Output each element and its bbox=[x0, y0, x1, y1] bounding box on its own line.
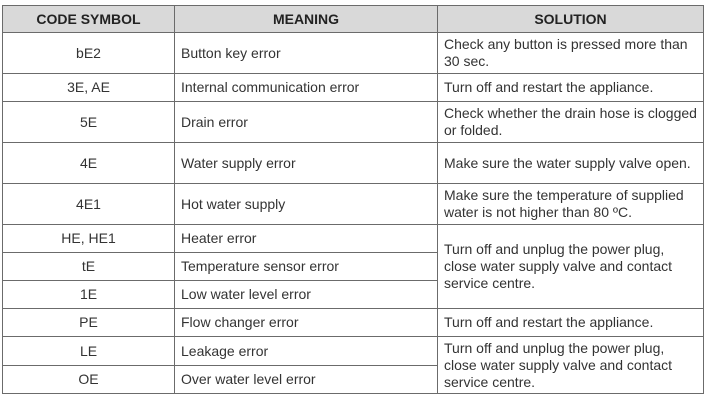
meaning-cell: Flow changer error bbox=[175, 309, 438, 337]
meaning-cell: Button key error bbox=[175, 33, 438, 74]
solution-cell: Turn off and restart the appliance. bbox=[438, 74, 704, 102]
meaning-cell: Over water level error bbox=[175, 366, 438, 394]
code-cell: LE bbox=[3, 337, 175, 366]
header-code-symbol: CODE SYMBOL bbox=[3, 6, 175, 33]
meaning-cell: Heater error bbox=[175, 225, 438, 253]
solution-cell: Check whether the drain hose is clogged or folded. bbox=[438, 102, 704, 143]
code-cell: 1E bbox=[3, 281, 175, 309]
table-row bbox=[3, 143, 704, 184]
solution-cell: Make sure the temperature of supplied water is not higher than 80 ºC. bbox=[438, 184, 704, 225]
header-meaning: MEANING bbox=[175, 6, 438, 33]
table-row bbox=[3, 102, 704, 143]
error-code-table bbox=[2, 5, 704, 394]
table-row bbox=[3, 225, 704, 253]
solution-cell: Turn off and unplug the power plug, close water supply valve and contact service centre. bbox=[438, 225, 704, 309]
code-cell: 5E bbox=[3, 102, 175, 143]
code-cell: 4E bbox=[3, 143, 175, 184]
code-cell: 4E1 bbox=[3, 184, 175, 225]
code-cell: HE, HE1 bbox=[3, 225, 175, 253]
meaning-cell: Hot water supply bbox=[175, 184, 438, 225]
table-row bbox=[3, 33, 704, 74]
table-header-row bbox=[3, 6, 704, 33]
table-row bbox=[3, 74, 704, 102]
code-cell: tE bbox=[3, 253, 175, 281]
table-row bbox=[3, 309, 704, 337]
table-row bbox=[3, 184, 704, 225]
meaning-cell: Low water level error bbox=[175, 281, 438, 309]
solution-cell: Make sure the water supply valve open. bbox=[438, 143, 704, 184]
code-cell: 3E, AE bbox=[3, 74, 175, 102]
code-cell: PE bbox=[3, 309, 175, 337]
solution-cell: Check any button is pressed more than 30 sec. bbox=[438, 33, 704, 74]
code-cell: OE bbox=[3, 366, 175, 394]
meaning-cell: Internal communication error bbox=[175, 74, 438, 102]
header-solution: SOLUTION bbox=[438, 6, 704, 33]
solution-cell: Turn off and restart the appliance. bbox=[438, 309, 704, 337]
solution-cell: Turn off and unplug the power plug, close water supply valve and contact service centre. bbox=[438, 337, 704, 394]
table-row bbox=[3, 337, 704, 366]
code-cell: bE2 bbox=[3, 33, 175, 74]
meaning-cell: Leakage error bbox=[175, 337, 438, 366]
meaning-cell: Temperature sensor error bbox=[175, 253, 438, 281]
meaning-cell: Drain error bbox=[175, 102, 438, 143]
meaning-cell: Water supply error bbox=[175, 143, 438, 184]
